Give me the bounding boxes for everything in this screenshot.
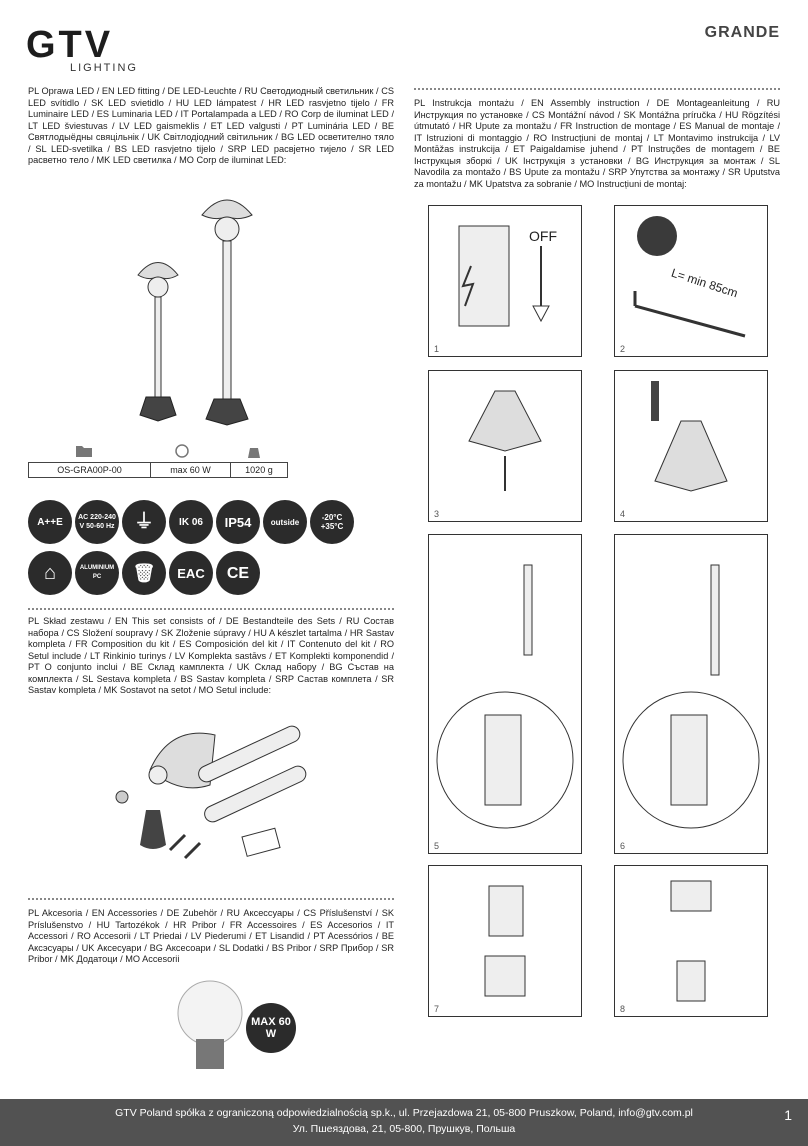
ik06-icon: IK 06: [169, 500, 213, 544]
kit-text: PL Skład zestawu / EN This set consists of / DE Bestandteile des Sets / RU Состав набора / CS Složení soupravy / SK Zloženie súpravy / HU A készlet tartalma / HR Sastav kompleta / FR Composition du kit / ES Composición del kit / IT Contenuto del kit / RO Setul include / LT Rinkinio turinys / LV Komplekta sastāvs / ET Komplekti komponendid / PT O conjunto inclui / BE Склад камплекта / UK Склад набору / BG Състав на комплекта / SL Sestava kompleta / BS Sastav kompleta / SRP Састав комплета / SR Sastav kompleta / MK Sostavot na setot / MO Setul include:: [28, 616, 394, 695]
weight-icon: [248, 448, 260, 458]
length-label: L= min 85cm: [669, 265, 740, 301]
energy-class-icon: A++E: [28, 500, 72, 544]
ip54-icon: IP54: [216, 500, 260, 544]
max-power-badge: MAX 60 W: [246, 1003, 296, 1053]
divider: [414, 88, 780, 90]
step-panel-6: [614, 534, 768, 854]
step-1-illustration: [429, 206, 581, 346]
bulb-icon: [176, 445, 188, 457]
temperature-icon: -20°C +35°C: [310, 500, 354, 544]
step-number: 5: [434, 841, 440, 851]
step-panel-5: [428, 534, 582, 854]
indoor-icon: ⌂: [28, 551, 72, 595]
divider: [28, 898, 394, 900]
step-number: 2: [620, 344, 626, 354]
step-panel-7: [428, 865, 582, 1017]
step-4-illustration: [615, 371, 767, 511]
brand-name: GTV: [26, 24, 114, 66]
step-5-illustration: [429, 535, 581, 835]
ce-icon: CE: [216, 551, 260, 595]
divider: [28, 608, 394, 610]
spec-power: max 60 W: [151, 463, 231, 478]
kit-illustration: [110, 715, 310, 865]
page-number: 1: [784, 1107, 792, 1123]
spec-table: [28, 462, 288, 478]
bulb-illustration: [170, 975, 250, 1075]
aluminium-pc-icon: ALUMINIUM PC: [75, 551, 119, 595]
brand-sub: LIGHTING: [70, 62, 138, 74]
step-number: 7: [434, 1004, 440, 1014]
step-panel-1: [428, 205, 582, 357]
footer: [0, 1099, 808, 1146]
step-panel-4: [614, 370, 768, 522]
step-panel-3: [428, 370, 582, 522]
spec-code: OS-GRA00P-00: [29, 463, 151, 478]
step-8-illustration: [615, 866, 767, 1006]
brand-logo: [26, 26, 138, 74]
footer-address: GTV Poland spółka z ograniczoną odpowiedzialnością sp.k., ul. Przejazdowa 21, 05-800 Pruszkow, Poland, info@gtv.com.pl: [115, 1107, 693, 1119]
step-number: 3: [434, 509, 440, 519]
intro-text: PL Oprawa LED / EN LED fitting / DE LED-Leuchte / RU Светодиодный светильник / CS LED svítidlo / SK LED svietidlo / HU LED lámpatest / HR LED rasvjetno tijelo / FR Luminaire LED / ES Luminaria LED / IT Portalampada a LED / RO Corp de iluminat LED / LT LED šviestuvas / LV LED gaismeklis / ET LED valgusti / PT Luminária LED / BE Святлодыёдны свяцільнік / UK Світлодіодний світильник / BG LED осветително тяло / SL LED-svetilka / BS LED rasvjetno tijelo / SRP LED расвјетно тијело / SR LED расветно тело / MK LED светилка / MO Corp de iluminat LED:: [28, 86, 394, 165]
step-number: 1: [434, 344, 440, 354]
product-title: GRANDE: [704, 24, 780, 41]
off-label: OFF: [529, 228, 557, 244]
accessories-text: PL Akcesoria / EN Accessories / DE Zubehör / RU Аксессуары / CS Příslušenství / SK Príslušenstvo / HU Tartozékok / HR Pribor / FR Accessoires / ES Accesorios / IT Accessori / RO Accesorii / LT Priedai / LV Piederumi / ET Lisandid / PT Acessórios / BE Аксэсуары / UK Аксесуари / BG Аксесоари / SL Dodatki / BS Pribor / SRP Прибор / SR Pribor / MK Додатоци / MO Accesorii: [28, 908, 394, 964]
step-7-illustration: [429, 866, 581, 1006]
ac-voltage-icon: AC 220-240 V 50-60 Hz: [75, 500, 119, 544]
step-6-illustration: [615, 535, 767, 835]
step-3-illustration: [429, 371, 581, 511]
outside-icon: outside: [263, 500, 307, 544]
ground-icon: ⏚: [122, 500, 166, 544]
footer-address-ru: Ул. Пшеяздова, 21, 05-800, Прушкув, Польша: [292, 1123, 516, 1135]
step-number: 4: [620, 509, 626, 519]
lamp-illustration: [120, 185, 300, 430]
weee-icon: 🗑: [122, 551, 166, 595]
step-number: 6: [620, 841, 626, 851]
step-panel-8: [614, 865, 768, 1017]
spec-icons: [74, 442, 264, 460]
folder-icon: [76, 446, 92, 457]
step-panel-2: [614, 205, 768, 357]
instructions-text: PL Instrukcja montażu / EN Assembly instruction / DE Montageanleitung / RU Инструкция по установке / CS Montážní návod / SK Montážna príručka / HU Rögzítési útmutató / HR Upute za montažu / FR Instruction de montage / ES Manual de montaje / IT Istruzioni di montaggio / RO Instrucțiuni de montaj / LT Montavimo instrukcija / LV Montāžas instrukcija / ET Paigaldamise juhend / PT Instruções de montagem / BE Інструкцыя зборкі / UK Інструкція з установки / BG Инструкция за монтаж / SL Navodila za montažo / BS Upute za montažu / SRP Упутства за монтажу / SR Uputstva za montažu / MK Upatstva za sobranie / MO Instrucțiuni de montaj:: [414, 98, 780, 189]
step-number: 8: [620, 1004, 626, 1014]
eac-icon: EAC: [169, 551, 213, 595]
spec-weight: 1020 g: [230, 463, 287, 478]
icons-row-1: [28, 500, 354, 544]
icons-row-2: [28, 551, 260, 595]
